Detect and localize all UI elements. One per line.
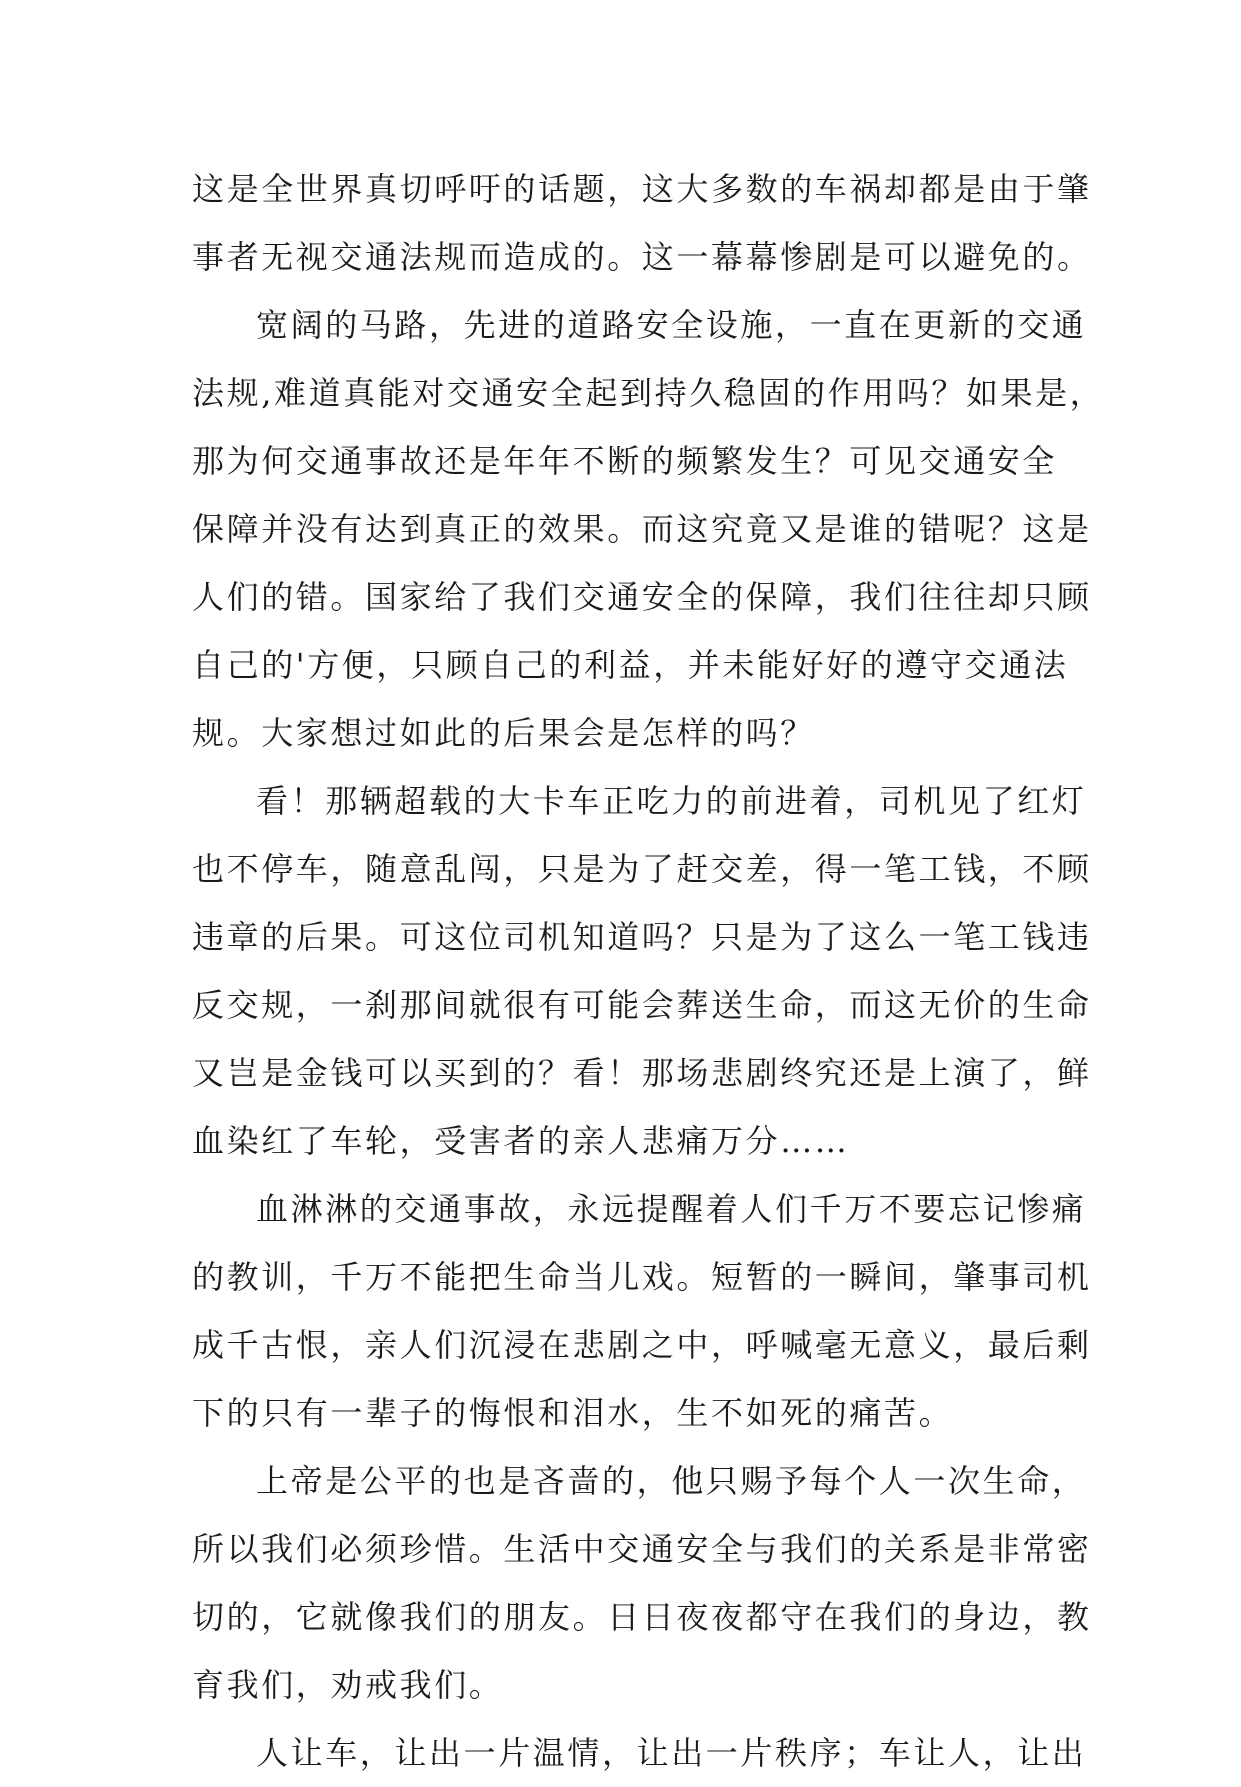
text-line: 反交规，一刹那间就很有可能会葬送生命，而这无价的生命 — [192, 986, 1092, 1024]
text-line: 保障并没有达到真正的效果。而这究竟又是谁的错呢？这是 — [192, 510, 1092, 548]
text-line: 下的只有一辈子的悔恨和泪水，生不如死的痛苦。 — [192, 1394, 954, 1432]
text-line: 事者无视交通法规而造成的。这一幕幕惨剧是可以避免的。 — [192, 238, 1092, 276]
text-line: 违章的后果。可这位司机知道吗？只是为了这么一笔工钱违 — [192, 918, 1092, 956]
paragraph-start-line: 血淋淋的交通事故，永远提醒着人们千万不要忘记惨痛 — [256, 1190, 1087, 1228]
text-line: 的教训，千万不能把生命当儿戏。短暂的一瞬间，肇事司机 — [192, 1258, 1092, 1296]
text-line: 所以我们必须珍惜。生活中交通安全与我们的关系是非常密 — [192, 1530, 1092, 1568]
paragraph-start-line: 上帝是公平的也是吝啬的，他只赐予每个人一次生命， — [256, 1462, 1087, 1500]
text-line: 又岂是金钱可以买到的？看！那场悲剧终究还是上演了，鲜 — [192, 1054, 1092, 1092]
paragraph-start-line: 看！那辆超载的大卡车正吃力的前进着，司机见了红灯 — [256, 782, 1087, 820]
paragraph-start-line: 人让车，让出一片温情，让出一片秩序；车让人，让出 — [256, 1734, 1087, 1772]
text-line: 血染红了车轮，受害者的亲人悲痛万分…… — [192, 1122, 850, 1160]
text-line: 这是全世界真切呼吁的话题，这大多数的车祸却都是由于肇 — [192, 170, 1092, 208]
paragraph-start-line: 宽阔的马路，先进的道路安全设施，一直在更新的交通 — [256, 306, 1087, 344]
article-body — [192, 155, 1105, 1787]
text-line: 自己的'方便，只顾自己的利益，并未能好好的遵守交通法 — [192, 646, 1069, 684]
text-line: 人们的错。国家给了我们交通安全的保障，我们往往却只顾 — [192, 578, 1092, 616]
text-line: 法规,难道真能对交通安全起到持久稳固的作用吗？如果是， — [192, 374, 1105, 412]
text-line: 切的，它就像我们的朋友。日日夜夜都守在我们的身边，教 — [192, 1598, 1092, 1636]
text-line: 育我们，劝戒我们。 — [192, 1666, 504, 1704]
text-line: 成千古恨，亲人们沉浸在悲剧之中，呼喊毫无意义，最后剩 — [192, 1326, 1092, 1364]
text-line: 规。大家想过如此的后果会是怎样的吗？ — [192, 714, 815, 752]
text-line: 那为何交通事故还是年年不断的频繁发生？可见交通安全 — [192, 442, 1058, 480]
text-line: 也不停车，随意乱闯，只是为了赶交差，得一笔工钱，不顾 — [192, 850, 1092, 888]
